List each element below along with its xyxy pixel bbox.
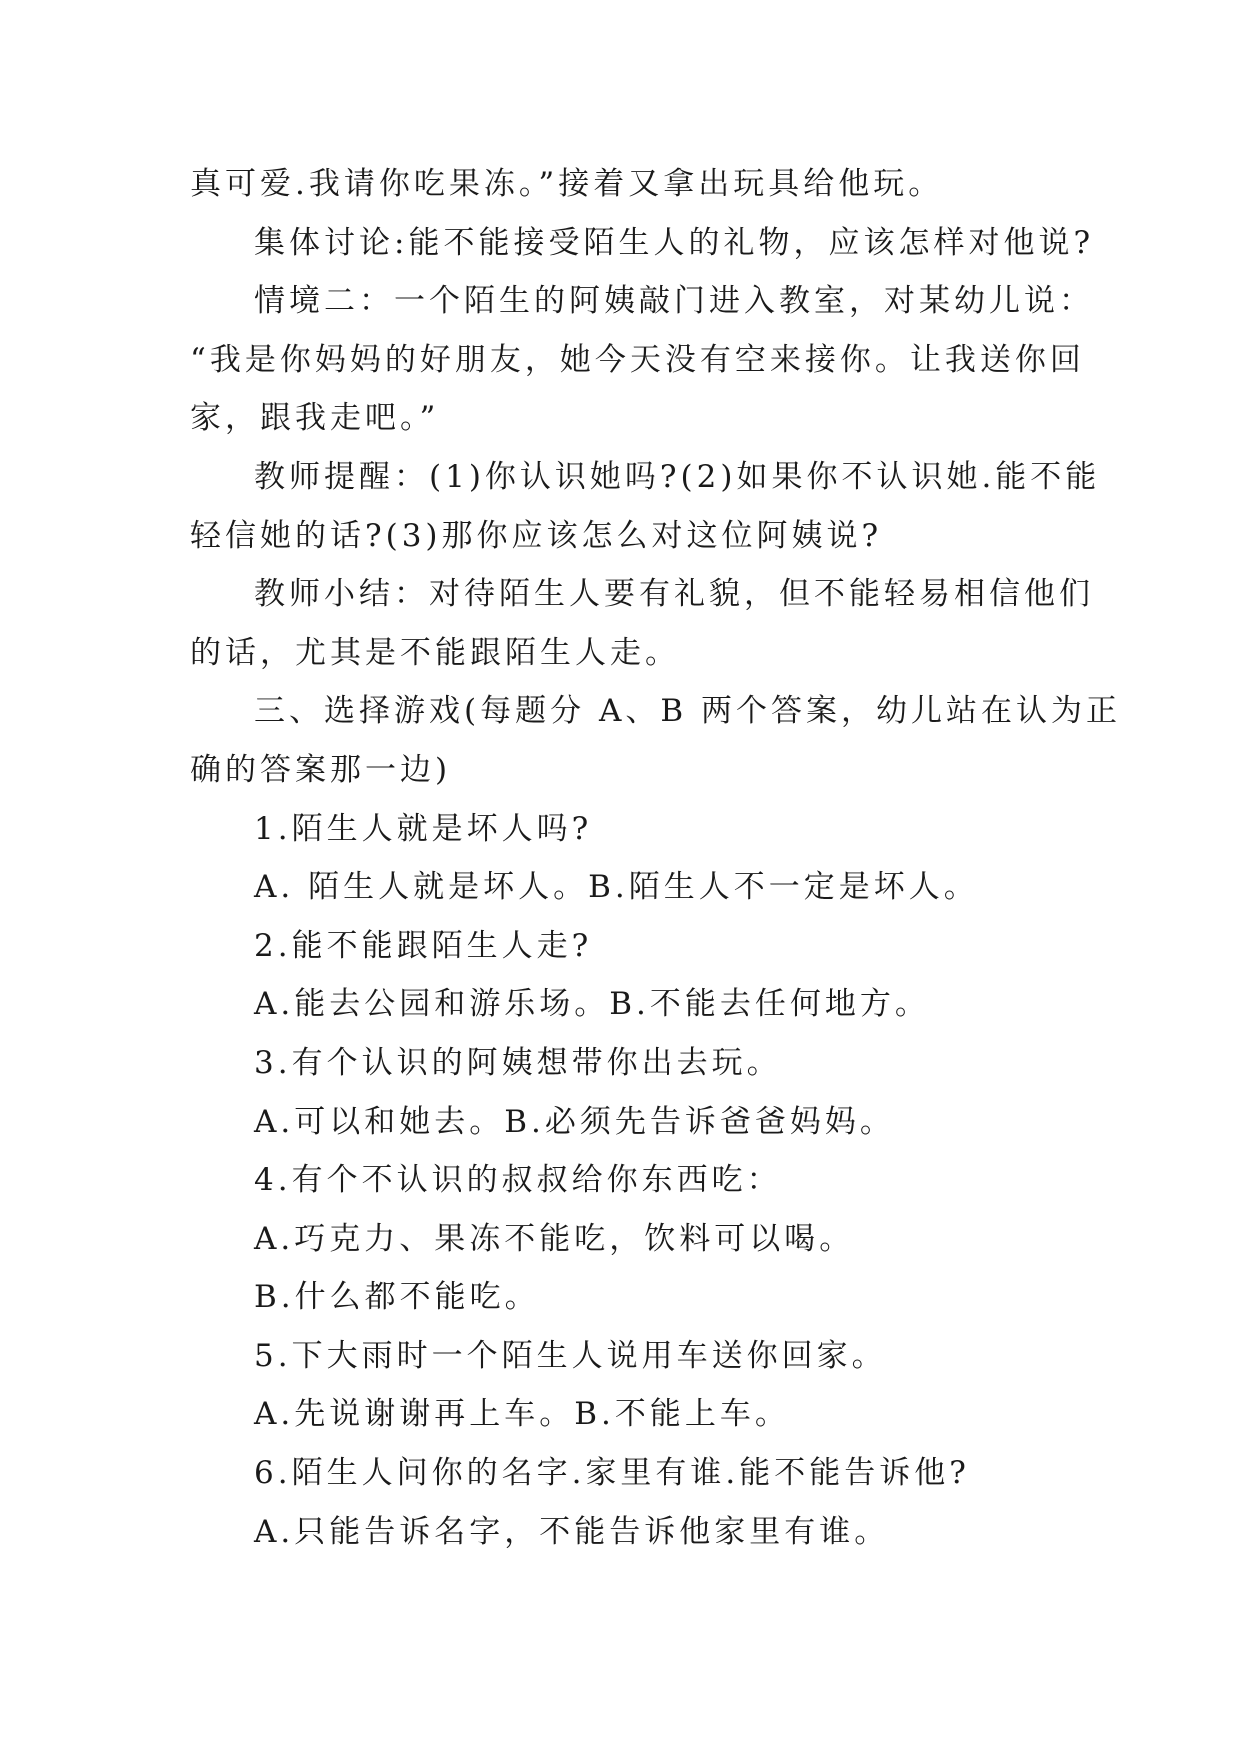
text-line: 情境二：一个陌生的阿姨敲门进入教室，对某幼儿说： (254, 283, 1094, 320)
text-line: 5.下大雨时一个陌生人说用车送你回家。 (254, 1337, 887, 1374)
text-line: 6.陌生人问你的名字.家里有谁.能不能告诉他? (254, 1455, 970, 1492)
text-line: 集体讨论:能不能接受陌生人的礼物，应该怎样对他说? (254, 224, 1095, 261)
text-line: 三、选择游戏(每题分 A、B 两个答案，幼儿站在认为正 (254, 693, 1121, 730)
text-line: A.可以和她去。B.必须先告诉爸爸妈妈。 (254, 1103, 895, 1140)
text-line: 家，跟我走吧。” (190, 400, 440, 437)
text-line: 轻信她的话?(3)那你应该怎么对这位阿姨说? (190, 517, 883, 554)
text-line: 教师提醒：(1)你认识她吗?(2)如果你不认识她.能不能 (254, 458, 1101, 495)
text-line: 2.能不能跟陌生人走? (254, 927, 593, 964)
text-line: 4.有个不认识的叔叔给你东西吃： (254, 1162, 782, 1199)
text-line: “我是你妈妈的好朋友，她今天没有空来接你。让我送你回 (190, 341, 1085, 378)
text-line: A.只能告诉名字，不能告诉他家里有谁。 (254, 1513, 890, 1550)
text-line: A.巧克力、果冻不能吃，饮料可以喝。 (254, 1220, 855, 1257)
text-line: B.什么都不能吃。 (254, 1279, 540, 1316)
text-line: 教师小结：对待陌生人要有礼貌，但不能轻易相信他们 (254, 576, 1094, 613)
text-line: 确的答案那一边) (190, 751, 452, 788)
text-line: A.先说谢谢再上车。B.不能上车。 (254, 1396, 790, 1433)
document-body (190, 155, 1121, 1561)
text-line: A. 陌生人就是坏人。B.陌生人不一定是坏人。 (254, 869, 979, 906)
text-line: 的话，尤其是不能跟陌生人走。 (190, 634, 680, 671)
text-line: A.能去公园和游乐场。B.不能去任何地方。 (254, 986, 930, 1023)
text-line: 3.有个认识的阿姨想带你出去玩。 (254, 1044, 782, 1081)
text-line: 真可爱.我请你吃果冻。”接着又拿出玩具给他玩。 (190, 166, 944, 202)
text-line: 1.陌生人就是坏人吗? (254, 810, 593, 847)
